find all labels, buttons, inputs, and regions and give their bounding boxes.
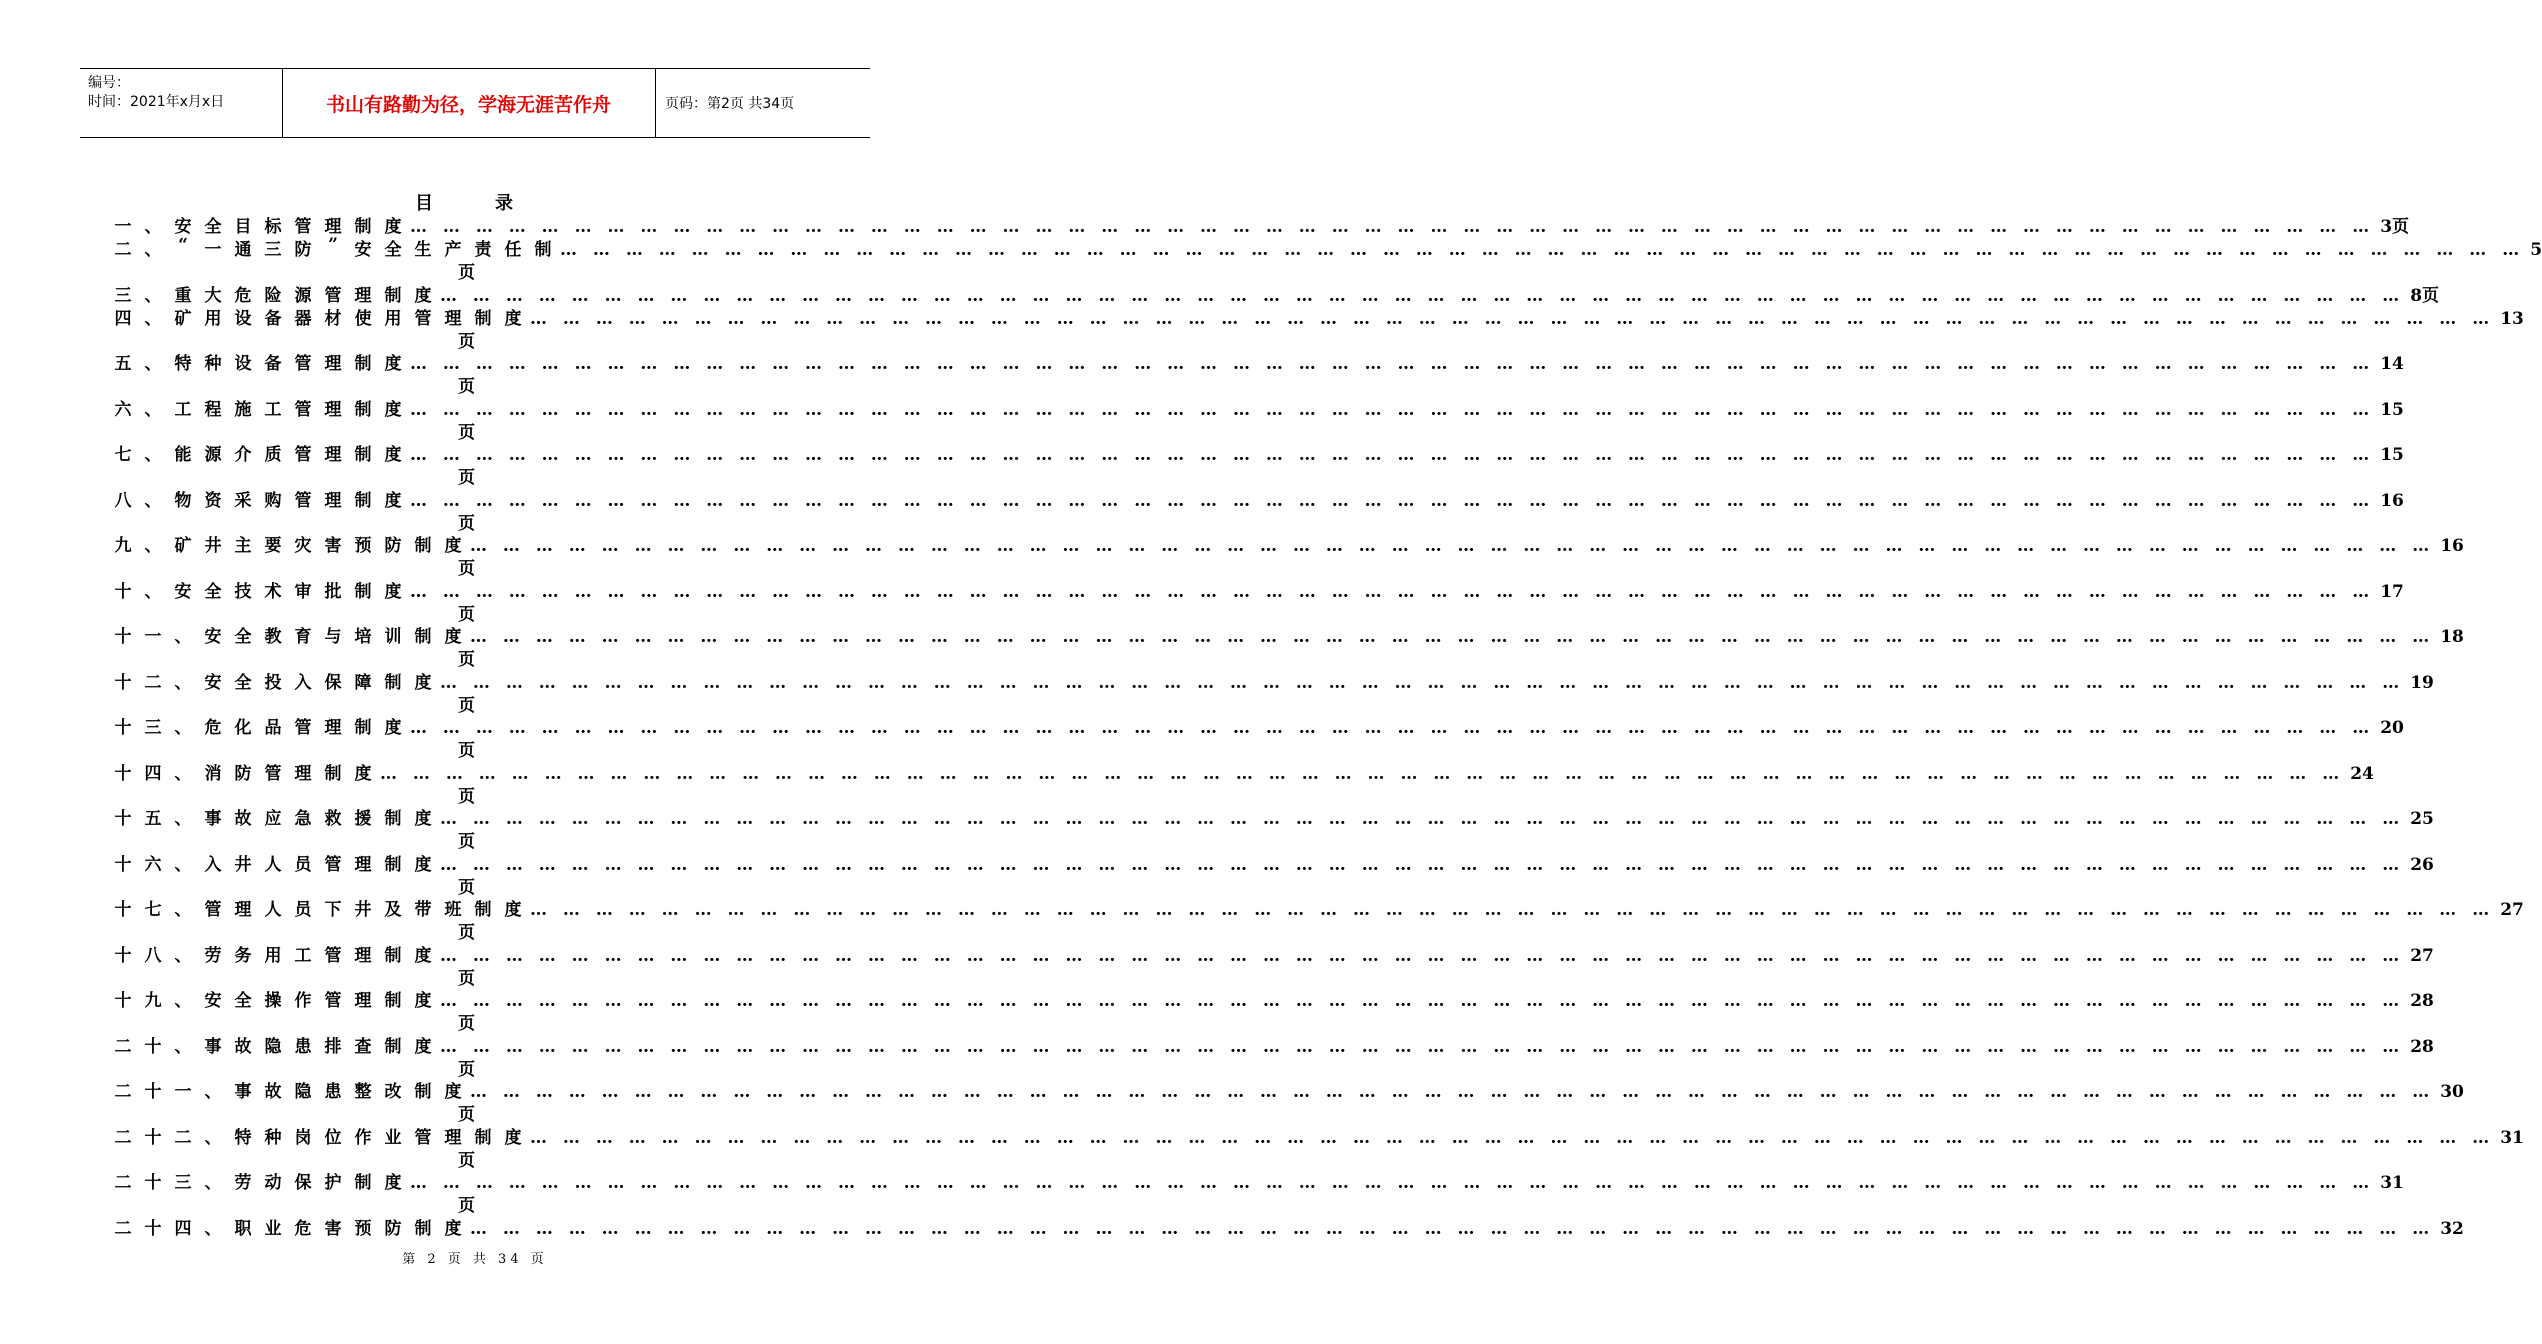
toc-dot-leader: … … … … … … … … … … … … … … … … … … … … … … … … … … … … … … … … … … … … … … … … … … … … … … … … … … … … … … … … … … … … — [440, 945, 2405, 966]
toc-entry[interactable] — [108, 850, 2434, 898]
toc-dot-leader: … … … … … … … … … … … … … … … … … … … … … … … … … … … … … … … … … … … … … … … … … … … … … … … … … … … … … … … … … … … … — [440, 809, 2405, 829]
toc-dot-leader: … … … … … … … … … … … … … … … … … … … … … … … … … … … … … … … … … … … … … … … … … … … … … … … … … … … … … … … … … … … … — [470, 1218, 2435, 1239]
toc-dot-leader: … … … … … … … … … … … … … … … … … … … … … … … … … … … … … … … … … … … … … … … … … … … … … … … … … … … … … … … … … … … … — [410, 718, 2375, 738]
toc-dot-leader: … … … … … … … … … … … … … … … … … … … … … … … … … … … … … … … … … … … … … … … … … … … … … … … … … … … … … … … … … … … … — [410, 581, 2375, 602]
toc-entry-row — [108, 304, 2524, 329]
toc-page-suffix: 页 — [458, 877, 475, 898]
toc-page-number: 3页 — [2380, 217, 2410, 237]
toc-page-suffix: 页 — [458, 513, 475, 534]
toc-page-suffix: 页 — [458, 263, 475, 283]
header-motto-cell — [282, 69, 656, 137]
toc-page-number: 24 — [2350, 763, 2374, 784]
toc-entry-row — [108, 986, 2434, 1011]
toc-entry-row — [108, 713, 2404, 738]
document-header — [80, 68, 870, 138]
toc-entry-title: 三 、 重 大 危 险 源 管 理 制 度 — [114, 285, 432, 306]
toc-page-number: 25 — [2410, 809, 2434, 829]
toc-dot-leader: … … … … … … … … … … … … … … … … … … … … … … … … … … … … … … … … … … … … … … … … … … … … … … … … … … … … … … … … … … … … — [560, 240, 2525, 260]
toc-page-suffix: 页 — [458, 1105, 475, 1125]
document-date: 时间：2021年x月x日 — [88, 94, 225, 110]
toc-page-suffix: 页 — [458, 650, 475, 670]
toc-entry-title: 十 二 、 安 全 投 入 保 障 制 度 — [114, 672, 432, 693]
table-of-contents — [108, 212, 2542, 1259]
toc-dot-leader: … … … … … … … … … … … … … … … … … … … … … … … … … … … … … … … … … … … … … … … … … … … … … … … … … … … … … … … … … … … … — [440, 991, 2405, 1011]
toc-entry-title: 二 十 、 事 故 隐 患 排 查 制 度 — [114, 1036, 432, 1057]
toc-page-suffix: 页 — [458, 1059, 475, 1080]
toc-dot-leader: … … … … … … … … … … … … … … … … … … … … … … … … … … … … … … … … … … … … … … … … … … … … … … … … … … … … … … … … … … … … — [530, 308, 2495, 329]
toc-entry[interactable] — [108, 622, 2464, 670]
toc-entry-row — [108, 577, 2404, 602]
toc-dot-leader: … … … … … … … … … … … … … … … … … … … … … … … … … … … … … … … … … … … … … … … … … … … … … … … … … … … … … … … … … … … … — [470, 627, 2435, 647]
toc-dot-leader: … … … … … … … … … … … … … … … … … … … … … … … … … … … … … … … … … … … … … … … … … … … … … … … … … … … … … … … … … … … … — [440, 1036, 2405, 1057]
toc-dot-leader: … … … … … … … … … … … … … … … … … … … … … … … … … … … … … … … … … … … … … … … … … … … … … … … … … … … … … … … … … … … … — [470, 1082, 2435, 1102]
toc-page-number: 28 — [2410, 1036, 2434, 1057]
toc-entry-row — [108, 668, 2434, 693]
header-page-cell — [655, 69, 870, 137]
toc-entry[interactable] — [108, 304, 2524, 352]
toc-page-number: 17 — [2380, 581, 2404, 602]
toc-entry[interactable] — [108, 804, 2434, 852]
toc-dot-leader: … … … … … … … … … … … … … … … … … … … … … … … … … … … … … … … … … … … … … … … … … … … … … … … … … … … … … … … … … … … … — [410, 490, 2375, 511]
page-footer: 第 2 页 共 34 页 — [402, 1252, 548, 1267]
toc-page-number: 14 — [2380, 354, 2404, 374]
toc-page-number: 15 — [2380, 445, 2404, 465]
toc-entry[interactable] — [108, 440, 2404, 488]
toc-entry-title: 十 四 、 消 防 管 理 制 度 — [114, 763, 372, 784]
toc-entry-row — [108, 622, 2464, 647]
toc-page-number: 31 — [2380, 1173, 2404, 1193]
toc-dot-leader: … … … … … … … … … … … … … … … … … … … … … … … … … … … … … … … … … … … … … … … … … … … … … … … … … … … … … … … … … … … … — [410, 354, 2375, 374]
motto-text: 书山有路勤为径，学海无涯苦作舟 — [325, 93, 611, 116]
toc-entry[interactable] — [108, 941, 2434, 989]
toc-dot-leader: … … … … … … … … … … … … … … … … … … … … … … … … … … … … … … … … … … … … … … … … … … … … … … … … … … … … … … … … … … … … — [380, 763, 2345, 784]
toc-entry-row — [108, 1214, 2464, 1239]
toc-page-suffix: 页 — [458, 377, 475, 397]
toc-entry-row — [108, 941, 2434, 966]
toc-entry[interactable] — [108, 759, 2374, 807]
toc-entry-title: 十 九 、 安 全 操 作 管 理 制 度 — [114, 991, 432, 1011]
toc-entry[interactable] — [108, 531, 2464, 579]
toc-entry-title: 二 十 二 、 特 种 岗 位 作 业 管 理 制 度 — [114, 1127, 522, 1148]
toc-page-suffix: 页 — [458, 1196, 475, 1216]
toc-title: 目录 — [415, 193, 575, 214]
toc-entry[interactable] — [108, 281, 2440, 306]
toc-entry-title: 十 、 安 全 技 术 审 批 制 度 — [114, 581, 402, 602]
toc-entry-row — [108, 212, 2410, 237]
toc-entry-row — [108, 850, 2434, 875]
toc-entry-row — [108, 1168, 2404, 1193]
toc-entry-row — [108, 804, 2434, 829]
toc-page-number: 16 — [2380, 490, 2404, 511]
toc-page-suffix: 页 — [458, 695, 475, 716]
toc-page-suffix: 页 — [458, 559, 475, 579]
toc-entry-title: 十 三 、 危 化 品 管 理 制 度 — [114, 718, 402, 738]
toc-entry-row — [108, 1032, 2434, 1057]
toc-entry-row — [108, 235, 2542, 260]
toc-entry-title: 五 、 特 种 设 备 管 理 制 度 — [114, 354, 402, 374]
toc-entry-title: 十 七 、 管 理 人 员 下 井 及 带 班 制 度 — [114, 900, 522, 920]
toc-page-suffix: 页 — [458, 604, 475, 625]
toc-entry-title: 十 八 、 劳 务 用 工 管 理 制 度 — [114, 945, 432, 966]
toc-page-number: 28 — [2410, 991, 2434, 1011]
toc-entry-title: 六 、 工 程 施 工 管 理 制 度 — [114, 399, 402, 420]
toc-page-suffix: 页 — [458, 1150, 475, 1171]
toc-page-number: 20 — [2380, 718, 2404, 738]
toc-page-number: 32 — [2440, 1218, 2464, 1239]
toc-entry-title: 一 、 安 全 目 标 管 理 制 度 — [114, 217, 402, 237]
toc-entry-title: 二 十 四 、 职 业 危 害 预 防 制 度 — [114, 1218, 462, 1239]
toc-entry-title: 四 、 矿 用 设 备 器 材 使 用 管 理 制 度 — [114, 308, 522, 329]
toc-page-suffix: 页 — [458, 1014, 475, 1034]
toc-page-number: 18 — [2440, 627, 2464, 647]
toc-entry[interactable] — [108, 235, 2542, 283]
toc-entry-title: 十 六 、 入 井 人 员 管 理 制 度 — [114, 854, 432, 875]
toc-entry-row — [108, 395, 2404, 420]
header-page-info: 页码：第2页 共34页 — [665, 96, 795, 112]
toc-page-suffix: 页 — [458, 923, 475, 943]
toc-dot-leader: … … … … … … … … … … … … … … … … … … … … … … … … … … … … … … … … … … … … … … … … … … … … … … … … … … … … … … … … … … … … — [440, 672, 2405, 693]
toc-page-suffix: 页 — [458, 968, 475, 989]
toc-dot-leader: … … … … … … … … … … … … … … … … … … … … … … … … … … … … … … … … … … … … … … … … … … … … … … … … … … … … … … … … … … … … — [410, 399, 2375, 420]
toc-entry[interactable] — [108, 1077, 2464, 1125]
toc-entry[interactable] — [108, 486, 2404, 534]
toc-entry[interactable] — [108, 395, 2404, 443]
toc-entry[interactable] — [108, 668, 2434, 716]
toc-page-suffix: 页 — [458, 468, 475, 488]
toc-entry[interactable] — [108, 577, 2404, 625]
toc-dot-leader: … … … … … … … … … … … … … … … … … … … … … … … … … … … … … … … … … … … … … … … … … … … … … … … … … … … … … … … … … … … … — [410, 445, 2375, 465]
toc-entry-row — [108, 281, 2440, 306]
document-number-label: 编号： — [88, 75, 130, 91]
toc-entry-row — [108, 895, 2524, 920]
toc-entry[interactable] — [108, 349, 2404, 397]
toc-entry-row — [108, 349, 2404, 374]
toc-entry[interactable] — [108, 212, 2410, 237]
toc-entry[interactable] — [108, 713, 2404, 761]
toc-entry-row — [108, 759, 2374, 784]
toc-page-number: 5 — [2530, 240, 2542, 260]
toc-page-suffix: 页 — [458, 741, 475, 761]
toc-page-number: 13 — [2500, 308, 2524, 329]
toc-entry-title: 二 十 三 、 劳 动 保 护 制 度 — [114, 1173, 402, 1193]
toc-entry-title: 十 五 、 事 故 应 急 救 援 制 度 — [114, 809, 432, 829]
toc-page-number: 26 — [2410, 854, 2434, 875]
toc-entry[interactable] — [108, 895, 2524, 943]
toc-entry-row — [108, 440, 2404, 465]
header-meta-cell — [80, 69, 283, 137]
toc-entry-title: 九 、 矿 井 主 要 灾 害 预 防 制 度 — [114, 536, 462, 556]
toc-entry[interactable] — [108, 1032, 2434, 1080]
toc-entry[interactable] — [108, 986, 2434, 1034]
toc-entry-title: 七 、 能 源 介 质 管 理 制 度 — [114, 445, 402, 465]
toc-dot-leader: … … … … … … … … … … … … … … … … … … … … … … … … … … … … … … … … … … … … … … … … … … … … … … … … … … … … … … … … … … … … — [470, 536, 2435, 556]
toc-entry-row — [108, 486, 2404, 511]
toc-dot-leader: … … … … … … … … … … … … … … … … … … … … … … … … … … … … … … … … … … … … … … … … … … … … … … … … … … … … … … … … … … … … — [530, 900, 2495, 920]
toc-dot-leader: … … … … … … … … … … … … … … … … … … … … … … … … … … … … … … … … … … … … … … … … … … … … … … … … … … … … … … … … … … … … — [410, 1173, 2375, 1193]
toc-entry[interactable] — [108, 1123, 2524, 1171]
toc-dot-leader: … … … … … … … … … … … … … … … … … … … … … … … … … … … … … … … … … … … … … … … … … … … … … … … … … … … … … … … … … … … … — [440, 854, 2405, 875]
toc-page-number: 16 — [2440, 536, 2464, 556]
toc-entry-title: 八 、 物 资 采 购 管 理 制 度 — [114, 490, 402, 511]
toc-dot-leader: … … … … … … … … … … … … … … … … … … … … … … … … … … … … … … … … … … … … … … … … … … … … … … … … … … … … … … … … … … … … — [410, 217, 2375, 237]
toc-page-suffix: 页 — [458, 832, 475, 852]
toc-dot-leader: … … … … … … … … … … … … … … … … … … … … … … … … … … … … … … … … … … … … … … … … … … … … … … … … … … … … … … … … … … … … — [440, 285, 2405, 306]
toc-page-suffix: 页 — [458, 786, 475, 807]
toc-entry-title: 二 十 一 、 事 故 隐 患 整 改 制 度 — [114, 1082, 462, 1102]
toc-entry-row — [108, 531, 2464, 556]
toc-page-number: 8页 — [2410, 285, 2440, 306]
toc-dot-leader: … … … … … … … … … … … … … … … … … … … … … … … … … … … … … … … … … … … … … … … … … … … … … … … … … … … … … … … … … … … … — [530, 1127, 2495, 1148]
toc-page-number: 27 — [2410, 945, 2434, 966]
toc-page-suffix: 页 — [458, 422, 475, 443]
toc-page-number: 27 — [2500, 900, 2524, 920]
toc-page-number: 30 — [2440, 1082, 2464, 1102]
toc-entry-row — [108, 1123, 2524, 1148]
toc-page-number: 31 — [2500, 1127, 2524, 1148]
toc-entry-title: 十 一 、 安 全 教 育 与 培 训 制 度 — [114, 627, 462, 647]
toc-page-number: 15 — [2380, 399, 2404, 420]
toc-page-number: 19 — [2410, 672, 2434, 693]
toc-entry-title: 二 、 “ 一 通 三 防 ” 安 全 生 产 责 任 制 — [114, 235, 552, 260]
toc-entry-row — [108, 1077, 2464, 1102]
toc-page-suffix: 页 — [458, 331, 475, 352]
toc-entry[interactable] — [108, 1168, 2404, 1216]
